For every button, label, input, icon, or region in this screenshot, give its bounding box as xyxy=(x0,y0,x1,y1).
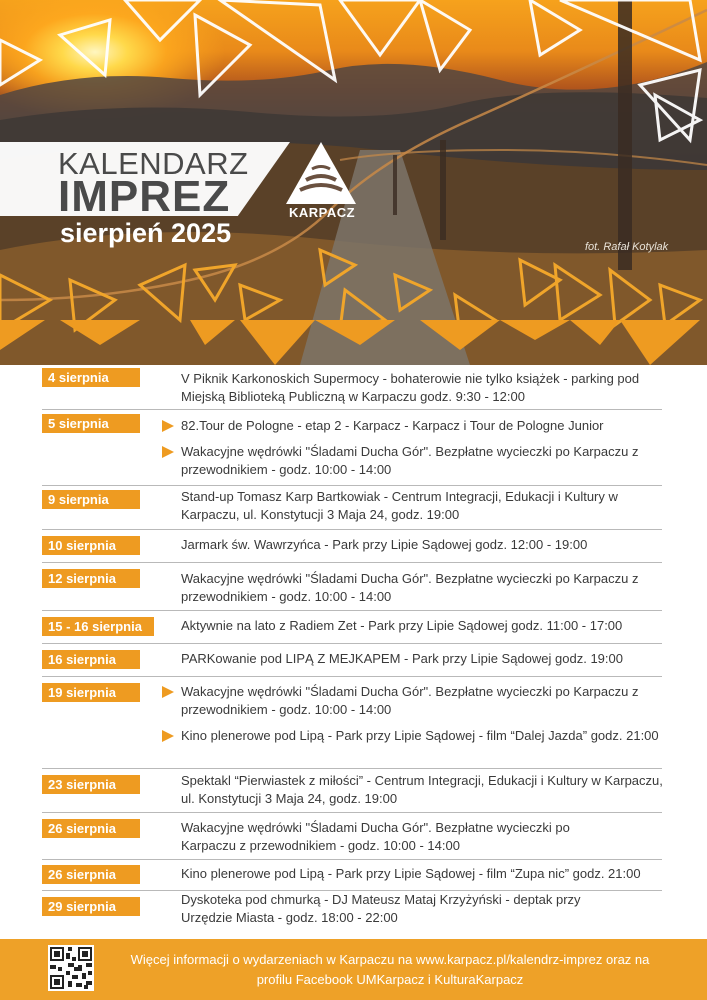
event-row xyxy=(42,813,662,860)
event-row xyxy=(42,611,662,644)
event-row xyxy=(42,563,662,611)
event-text: Wakacyjne wędrówki "Śladami Ducha Gór". Bezpłatne wycieczki po Karpaczu z przewodnikiem - godz. 10:00 - 14:00 xyxy=(181,443,666,479)
date-badge: 10 sierpnia xyxy=(42,536,140,555)
event-text: Kino plenerowe pod Lipą - Park przy Lipie Sądowej - film “Dalej Jazda” godz. 21:00 xyxy=(181,727,666,745)
date-badge: 9 sierpnia xyxy=(42,490,140,509)
title-imprez: IMPREZ xyxy=(58,172,231,221)
footer-info-line2: profilu Facebook UMKarpacz i KulturaKarpacz xyxy=(256,972,524,987)
event-row xyxy=(42,644,662,677)
date-badge: 15 - 16 sierpnia xyxy=(42,617,154,636)
logo-text: KARPACZ xyxy=(288,205,356,220)
date-badge: 29 sierpnia xyxy=(42,897,140,916)
event-row xyxy=(42,891,662,936)
photo-credit: fot. Rafał Kotylak xyxy=(585,241,669,253)
date-badge: 26 sierpnia xyxy=(42,819,140,838)
event-text: 82.Tour de Pologne - etap 2 - Karpacz - Karpacz i Tour de Pologne Junior xyxy=(181,417,666,435)
qr-code-icon[interactable] xyxy=(48,945,94,991)
date-badge: 26 sierpnia xyxy=(42,865,140,884)
date-badge: 23 sierpnia xyxy=(42,775,140,794)
event-row xyxy=(42,530,662,563)
date-badge: 16 sierpnia xyxy=(42,650,140,669)
event-text: Wakacyjne wędrówki "Śladami Ducha Gór". Bezpłatne wycieczki po Karpaczu z przewodnikiem - godz. 10:00 - 14:00 xyxy=(181,820,570,853)
footer-info xyxy=(110,950,670,990)
event-text: Wakacyjne wędrówki "Śladami Ducha Gór". Bezpłatne wycieczki po Karpaczu z przewodnikiem - godz. 10:00 - 14:00 xyxy=(181,571,639,604)
date-badge: 12 sierpnia xyxy=(42,569,140,588)
date-badge: 5 sierpnia xyxy=(42,414,140,433)
footer-info-line1: Więcej informacji o wydarzeniach w Karpaczu na www.karpacz.pl/kalendrz-imprez oraz na xyxy=(130,952,650,967)
event-text: PARKowanie pod LIPĄ Z MEJKAPEM - Park przy Lipie Sądowej godz. 19:00 xyxy=(181,651,623,666)
event-text: Stand-up Tomasz Karp Bartkowiak - Centrum Integracji, Edukacji i Kultury w Karpaczu, ul. Konstytucji 3 Maja 24, godz. 19:00 xyxy=(181,489,618,522)
event-text: V Piknik Karkonoskich Supermocy - bohaterowie nie tylko książek - parking pod Miejską Biblioteką Publiczną w Karpaczu godz. 9:30 - 12:00 xyxy=(181,371,640,404)
date-badge: 19 sierpnia xyxy=(42,683,140,702)
event-text: Wakacyjne wędrówki "Śladami Ducha Gór". Bezpłatne wycieczki po Karpaczu z przewodnikiem - godz. 10:00 - 14:00 xyxy=(181,683,666,719)
event-text: Spektakl “Pierwiastek z miłości” - Centrum Integracji, Edukacji i Kultury w Karpaczu, ul. Konstytucji 3 Maja 24, godz. 19:00 xyxy=(181,773,663,806)
event-text: Kino plenerowe pod Lipą - Park przy Lipie Sądowej - film “Zupa nic” godz. 21:00 xyxy=(181,866,641,881)
event-row xyxy=(42,677,662,769)
date-badge: 4 sierpnia xyxy=(42,368,140,387)
event-row xyxy=(42,860,662,891)
event-row xyxy=(42,486,662,530)
title-month: sierpień 2025 xyxy=(60,218,232,248)
event-text: Aktywnie na lato z Radiem Zet - Park przy Lipie Sądowej godz. 11:00 - 17:00 xyxy=(181,618,623,633)
title-kalendarz: KALENDARZ xyxy=(58,146,249,181)
event-row xyxy=(42,410,662,486)
event-text: Jarmark św. Wawrzyńca - Park przy Lipie Sądowej godz. 12:00 - 19:00 xyxy=(181,537,588,552)
event-text: Dyskoteka pod chmurką - DJ Mateusz Mataj Krzyżyński - deptak przy Urzędzie Miasta - godz. 18:00 - 22:00 xyxy=(181,892,581,925)
event-row xyxy=(42,366,662,410)
event-row xyxy=(42,769,662,813)
